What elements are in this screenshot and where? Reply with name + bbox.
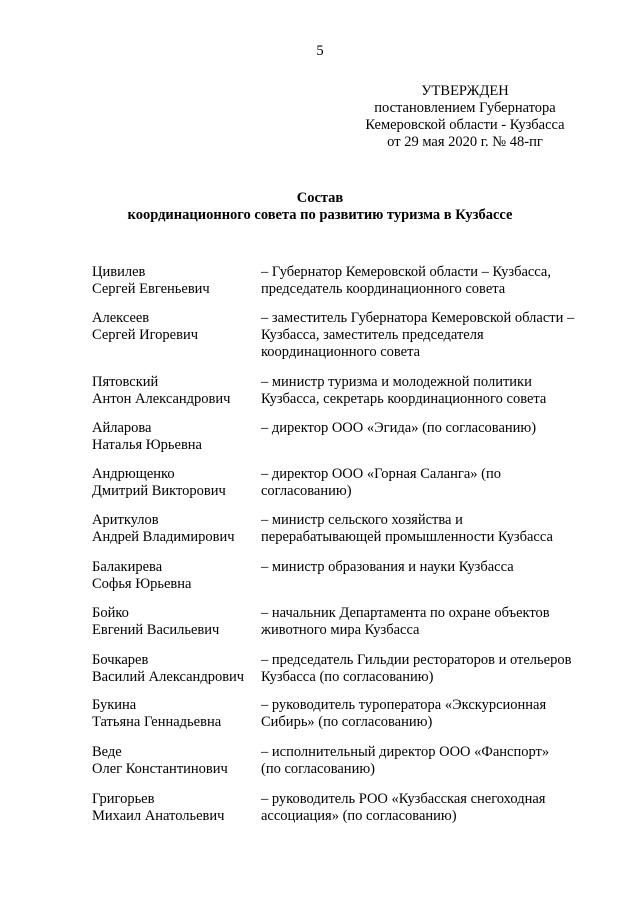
member-role: – министр сельского хозяйства и перерабатывающей промышленности Кузбасса (261, 512, 553, 545)
approval-line-4: от 29 мая 2020 г. № 48-пг (387, 134, 543, 150)
member-name: Григорьев Михаил Анатольевич (92, 791, 225, 824)
approval-stamp (350, 83, 580, 151)
member-role: – начальник Департамента по охране объектов животного мира Кузбасса (261, 605, 550, 638)
member-name: Бочкарев Василий Александрович (92, 652, 245, 685)
page-number: 5 (316, 43, 324, 59)
member-name: Алексеев Сергей Игоревич (92, 310, 199, 343)
member-name: Веде Олег Константинович (92, 744, 228, 777)
member-role: – директор ООО «Эгида» (по согласованию) (261, 420, 537, 436)
member-name: Бойко Евгений Васильевич (92, 605, 220, 638)
title-line-1: Состав (296, 190, 344, 206)
member-role: – министр образования и науки Кузбасса (261, 559, 514, 575)
member-role: – исполнительный директор ООО «Фанспорт» (по согласованию) (261, 744, 550, 777)
approval-line-1: УТВЕРЖДЕН (421, 83, 509, 99)
member-name: Андрющенко Дмитрий Викторович (92, 466, 226, 499)
member-role: – председатель Гильдии рестораторов и отельеров Кузбасса (по согласованию) (261, 652, 572, 685)
title-line-2: координационного совета по развитию туризма в Кузбассе (127, 207, 513, 223)
member-role: – Губернатор Кемеровской области – Кузбасса, председатель координационного совета (261, 264, 551, 297)
approval-line-3: Кемеровской области - Кузбасса (365, 117, 565, 133)
member-role: – министр туризма и молодежной политики Кузбасса, секретарь координационного совета (261, 374, 547, 407)
member-role: – заместитель Губернатора Кемеровской области – Кузбасса, заместитель председателя координационного совета (261, 310, 575, 360)
member-role: – директор ООО «Горная Саланга» (по согласованию) (261, 466, 501, 499)
member-name: Цивилев Сергей Евгеньевич (92, 264, 210, 297)
approval-line-2: постановлением Губернатора (374, 100, 556, 116)
member-name: Пятовский Антон Александрович (92, 374, 231, 407)
member-role: – руководитель РОО «Кузбасская снегоходная ассоциация» (по согласованию) (261, 791, 546, 824)
member-role: – руководитель туроператора «Экскурсионная Сибирь» (по согласованию) (261, 697, 547, 730)
member-name: Букина Татьяна Геннадьевна (92, 697, 222, 730)
member-name: Ариткулов Андрей Владимирович (92, 512, 235, 545)
document-title (0, 190, 640, 224)
member-name: Балакирева Софья Юрьевна (92, 559, 192, 592)
member-name: Айларова Наталья Юрьевна (92, 420, 202, 453)
